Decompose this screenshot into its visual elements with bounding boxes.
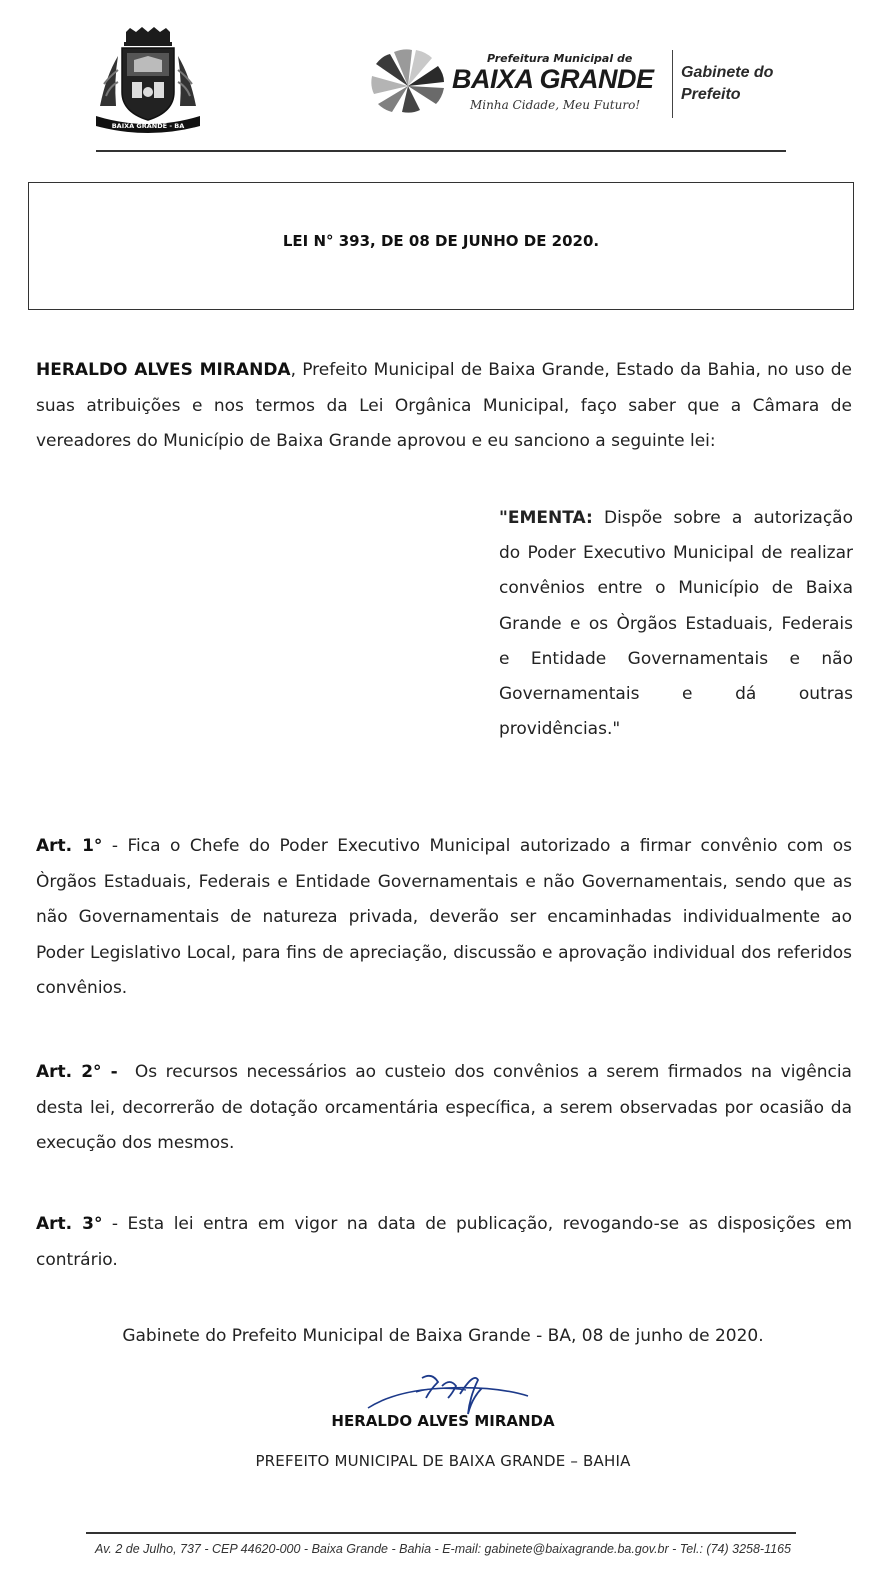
law-title: LEI N° 393, DE 08 DE JUNHO DE 2020. (282, 232, 600, 250)
ementa-label: "EMENTA: (499, 508, 593, 528)
article-2 (36, 1055, 858, 1162)
article-3-text: - Esta lei entra em vigor na data de publicação, revogando-se as disposições em contrário. (36, 1214, 852, 1270)
footer-address: Av. 2 de Julho, 737 - CEP 44620-000 - Baixa Grande - Bahia - E-mail: gabinete@baixagrande.ba.gov.br - Tel.: (74) 3258-1165 (95, 1542, 791, 1556)
signer-name: HERALDO ALVES MIRANDA (331, 1412, 555, 1430)
article-3-label: Art. 3° (36, 1214, 103, 1234)
article-1 (36, 829, 852, 1007)
article-1-label: Art. 1° (36, 836, 103, 856)
header-rule (96, 150, 786, 152)
coat-of-arms-ribbon-text: BAIXA GRANDE - BA (111, 122, 185, 130)
preamble-paragraph (36, 353, 852, 460)
footer-rule (86, 1532, 796, 1534)
article-1-text: - Fica o Chefe do Poder Executivo Municipal autorizado a firmar convênio com os Òrgãos Estaduais, Federais e Entidade Governamentais e não Governamentais, sendo que as não Governamentais de natureza privada, deverão ser encaminhadas individualmente ao Poder Legislativo Local, para fins de apreciação, discussão e aprovação individual dos referidos convênios. (36, 836, 852, 998)
ementa-text: Dispõe sobre a autorização do Poder Executivo Municipal de realizar convênios entre o Município de Baixa Grande e os Òrgãos Estaduais, Federais e Entidade Governamentais e não Governamentais e dá outras providências." (499, 508, 853, 740)
article-2-text: Os recursos necessários ao custeio dos convênios a serem firmados na vigência desta lei, decorrerão de dotação orcamentária específica, a serem observadas por ocasião da execução dos mesmos. (36, 1062, 858, 1153)
office-title-line-1: Gabinete do (681, 64, 774, 81)
coat-of-arms-logo (92, 26, 204, 134)
article-2-label: Art. 2° - (36, 1062, 118, 1082)
preamble-mayor-name: HERALDO ALVES MIRANDA (36, 360, 291, 380)
article-3 (36, 1207, 852, 1278)
office-title (681, 62, 773, 106)
logo-prefix: Prefeitura Municipal de (487, 52, 633, 65)
ementa-paragraph (499, 501, 853, 747)
header-divider (672, 50, 673, 118)
city-logo-mark (368, 46, 448, 114)
logo-slogan: Minha Cidade, Meu Futuro! (470, 98, 641, 112)
signer-role: PREFEITO MUNICIPAL DE BAIXA GRANDE – BAHIA (255, 1452, 631, 1470)
place-and-date: Gabinete do Prefeito Municipal de Baixa Grande - BA, 08 de junho de 2020. (122, 1326, 764, 1346)
office-title-line-2: Prefeito (681, 86, 741, 103)
preamble-text: , Prefeito Municipal de Baixa Grande, Estado da Bahia, no uso de suas atribuições e nos termos da Lei Orgânica Municipal, faço saber que a Câmara de vereadores do Município de Baixa Grande aprovou e eu sanciono a seguinte lei: (36, 360, 853, 451)
logo-city-name: BAIXA GRANDE (452, 64, 654, 94)
